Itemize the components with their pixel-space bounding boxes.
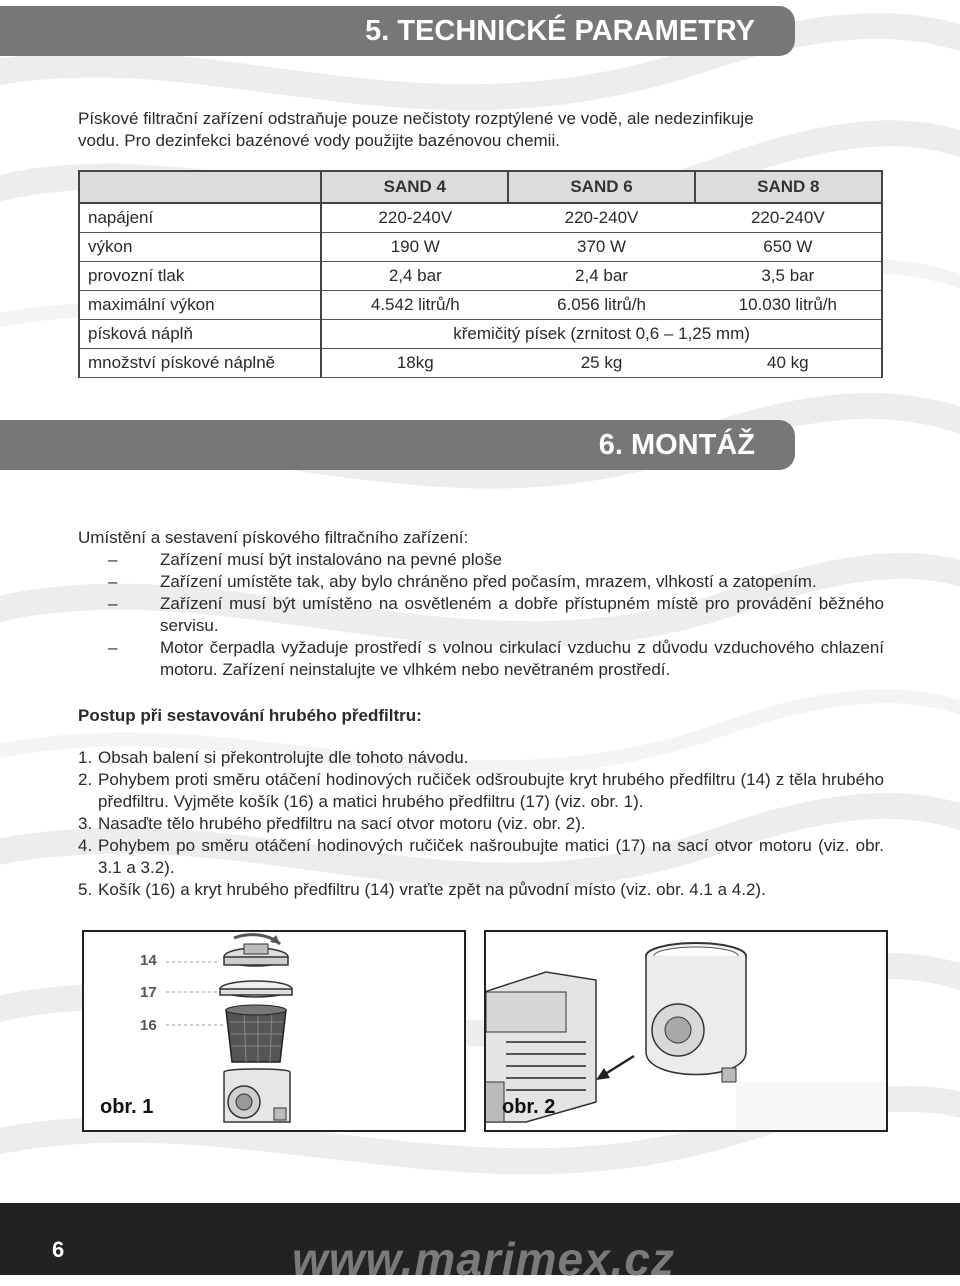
row-value: 2,4 bar xyxy=(508,262,694,291)
list-item xyxy=(78,879,884,901)
row-value: 40 kg xyxy=(695,349,882,378)
figure-obr-1 xyxy=(82,930,466,1132)
step-number: 1. xyxy=(78,748,93,767)
list-item-text: Zařízení musí být umístěno na osvětleném a dobře přístupném místě pro provádění běžného servisu. xyxy=(160,594,884,635)
figure-label: obr. 1 xyxy=(100,1096,154,1118)
table-row xyxy=(79,320,882,349)
step-text: Obsah balení si překontrolujte dle tohoto návodu. xyxy=(98,748,469,767)
row-value: 10.030 litrů/h xyxy=(695,291,882,320)
table-row xyxy=(79,262,882,291)
list-item xyxy=(78,747,884,769)
row-value: 18kg xyxy=(321,349,508,378)
table-row xyxy=(79,203,882,233)
step-number: 5. xyxy=(78,880,93,899)
dash-bullet: – xyxy=(108,572,118,591)
row-value: 650 W xyxy=(695,233,882,262)
steps-list xyxy=(78,747,884,901)
row-value: 3,5 bar xyxy=(695,262,882,291)
list-item-text: Zařízení musí být instalováno na pevné ploše xyxy=(160,550,503,569)
list-item xyxy=(78,549,884,571)
row-label: množství pískové náplně xyxy=(79,349,321,378)
list-item xyxy=(78,835,884,879)
list-item xyxy=(78,637,884,681)
parameters-table xyxy=(78,170,883,378)
step-text: Košík (16) a kryt hrubého předfiltru (14) vraťte zpět na původní místo (viz. obr. 4.1 a 4.2). xyxy=(98,880,766,899)
list-item-text: Zařízení umístěte tak, aby bylo chráněno před počasím, mrazem, vlhkostí a zatopením. xyxy=(160,572,817,591)
website-link[interactable]: www.marimex.cz xyxy=(292,1233,676,1285)
table-header-sand6: SAND 6 xyxy=(508,171,694,203)
row-value: 2,4 bar xyxy=(321,262,508,291)
step-text: Pohybem proti směru otáčení hodinových ručiček odšroubujte kryt hrubého předfiltru (14) z těla hrubého předfiltru. Vyjměte košík (16) a matici hrubého předfiltru (17) (viz. obr. 1). xyxy=(98,770,884,811)
part-number-17: 17 xyxy=(140,984,157,1001)
montaz-section xyxy=(78,527,884,681)
figure-label: obr. 2 xyxy=(502,1096,556,1118)
row-label: provozní tlak xyxy=(79,262,321,291)
row-label: písková náplň xyxy=(79,320,321,349)
dash-bullet: – xyxy=(108,550,118,569)
table-row xyxy=(79,233,882,262)
list-item-text: Motor čerpadla vyžaduje prostředí s volnou cirkulací vzduchu z důvodu vzduchového chlazení motoru. Zařízení neinstalujte ve vlhkém nebo nevětraném prostředí. xyxy=(160,638,884,679)
row-value: 4.542 litrů/h xyxy=(321,291,508,320)
table-header-sand4: SAND 4 xyxy=(321,171,508,203)
steps-title: Postup při sestavování hrubého předfiltru: xyxy=(78,706,422,725)
table-header-row xyxy=(79,171,882,203)
row-value: 25 kg xyxy=(508,349,694,378)
part-number-16: 16 xyxy=(140,1017,157,1034)
intro-paragraph xyxy=(78,108,798,152)
table-header-empty xyxy=(79,171,321,203)
step-number: 3. xyxy=(78,814,93,833)
step-text: Pohybem po směru otáčení hodinových ručiček našroubujte matici (17) na sací otvor motoru (viz. obr. 3.1 a 3.2). xyxy=(98,836,884,877)
row-label: maximální výkon xyxy=(79,291,321,320)
table-row xyxy=(79,291,882,320)
row-value: 220-240V xyxy=(321,203,508,233)
row-label: napájení xyxy=(79,203,321,233)
row-value: 370 W xyxy=(508,233,694,262)
dash-bullet: – xyxy=(108,594,118,613)
list-item xyxy=(78,813,884,835)
row-value-merged: křemičitý písek (zrnitost 0,6 – 1,25 mm) xyxy=(321,320,882,349)
step-text: Nasaďte tělo hrubého předfiltru na sací otvor motoru (viz. obr. 2). xyxy=(98,814,586,833)
row-value: 220-240V xyxy=(508,203,694,233)
table-row xyxy=(79,349,882,378)
row-value: 220-240V xyxy=(695,203,882,233)
table-header-sand8: SAND 8 xyxy=(695,171,882,203)
part-number-14: 14 xyxy=(140,952,157,969)
row-value: 6.056 litrů/h xyxy=(508,291,694,320)
list-item xyxy=(78,571,884,593)
step-number: 4. xyxy=(78,836,93,855)
section-header-montaz xyxy=(0,420,795,470)
section-title: 5. TECHNICKÉ PARAMETRY xyxy=(365,14,755,47)
page-number: 6 xyxy=(52,1237,65,1262)
figure-obr-2 xyxy=(484,930,888,1132)
intro-text: Pískové filtrační zařízení odstraňuje pouze nečistoty rozptýlené ve vodě, ale nedezinfikuje vodu. Pro dezinfekci bazénové vody použijte bazénovou chemii. xyxy=(78,109,754,150)
montaz-intro: Umístění a sestavení pískového filtračního zařízení: xyxy=(78,528,469,547)
list-item xyxy=(78,769,884,813)
section-header-technical xyxy=(0,6,795,56)
dash-bullet: – xyxy=(108,638,118,657)
list-item xyxy=(78,593,884,637)
row-value: 190 W xyxy=(321,233,508,262)
row-label: výkon xyxy=(79,233,321,262)
section-title: 6. MONTÁŽ xyxy=(598,428,755,461)
step-number: 2. xyxy=(78,770,93,789)
